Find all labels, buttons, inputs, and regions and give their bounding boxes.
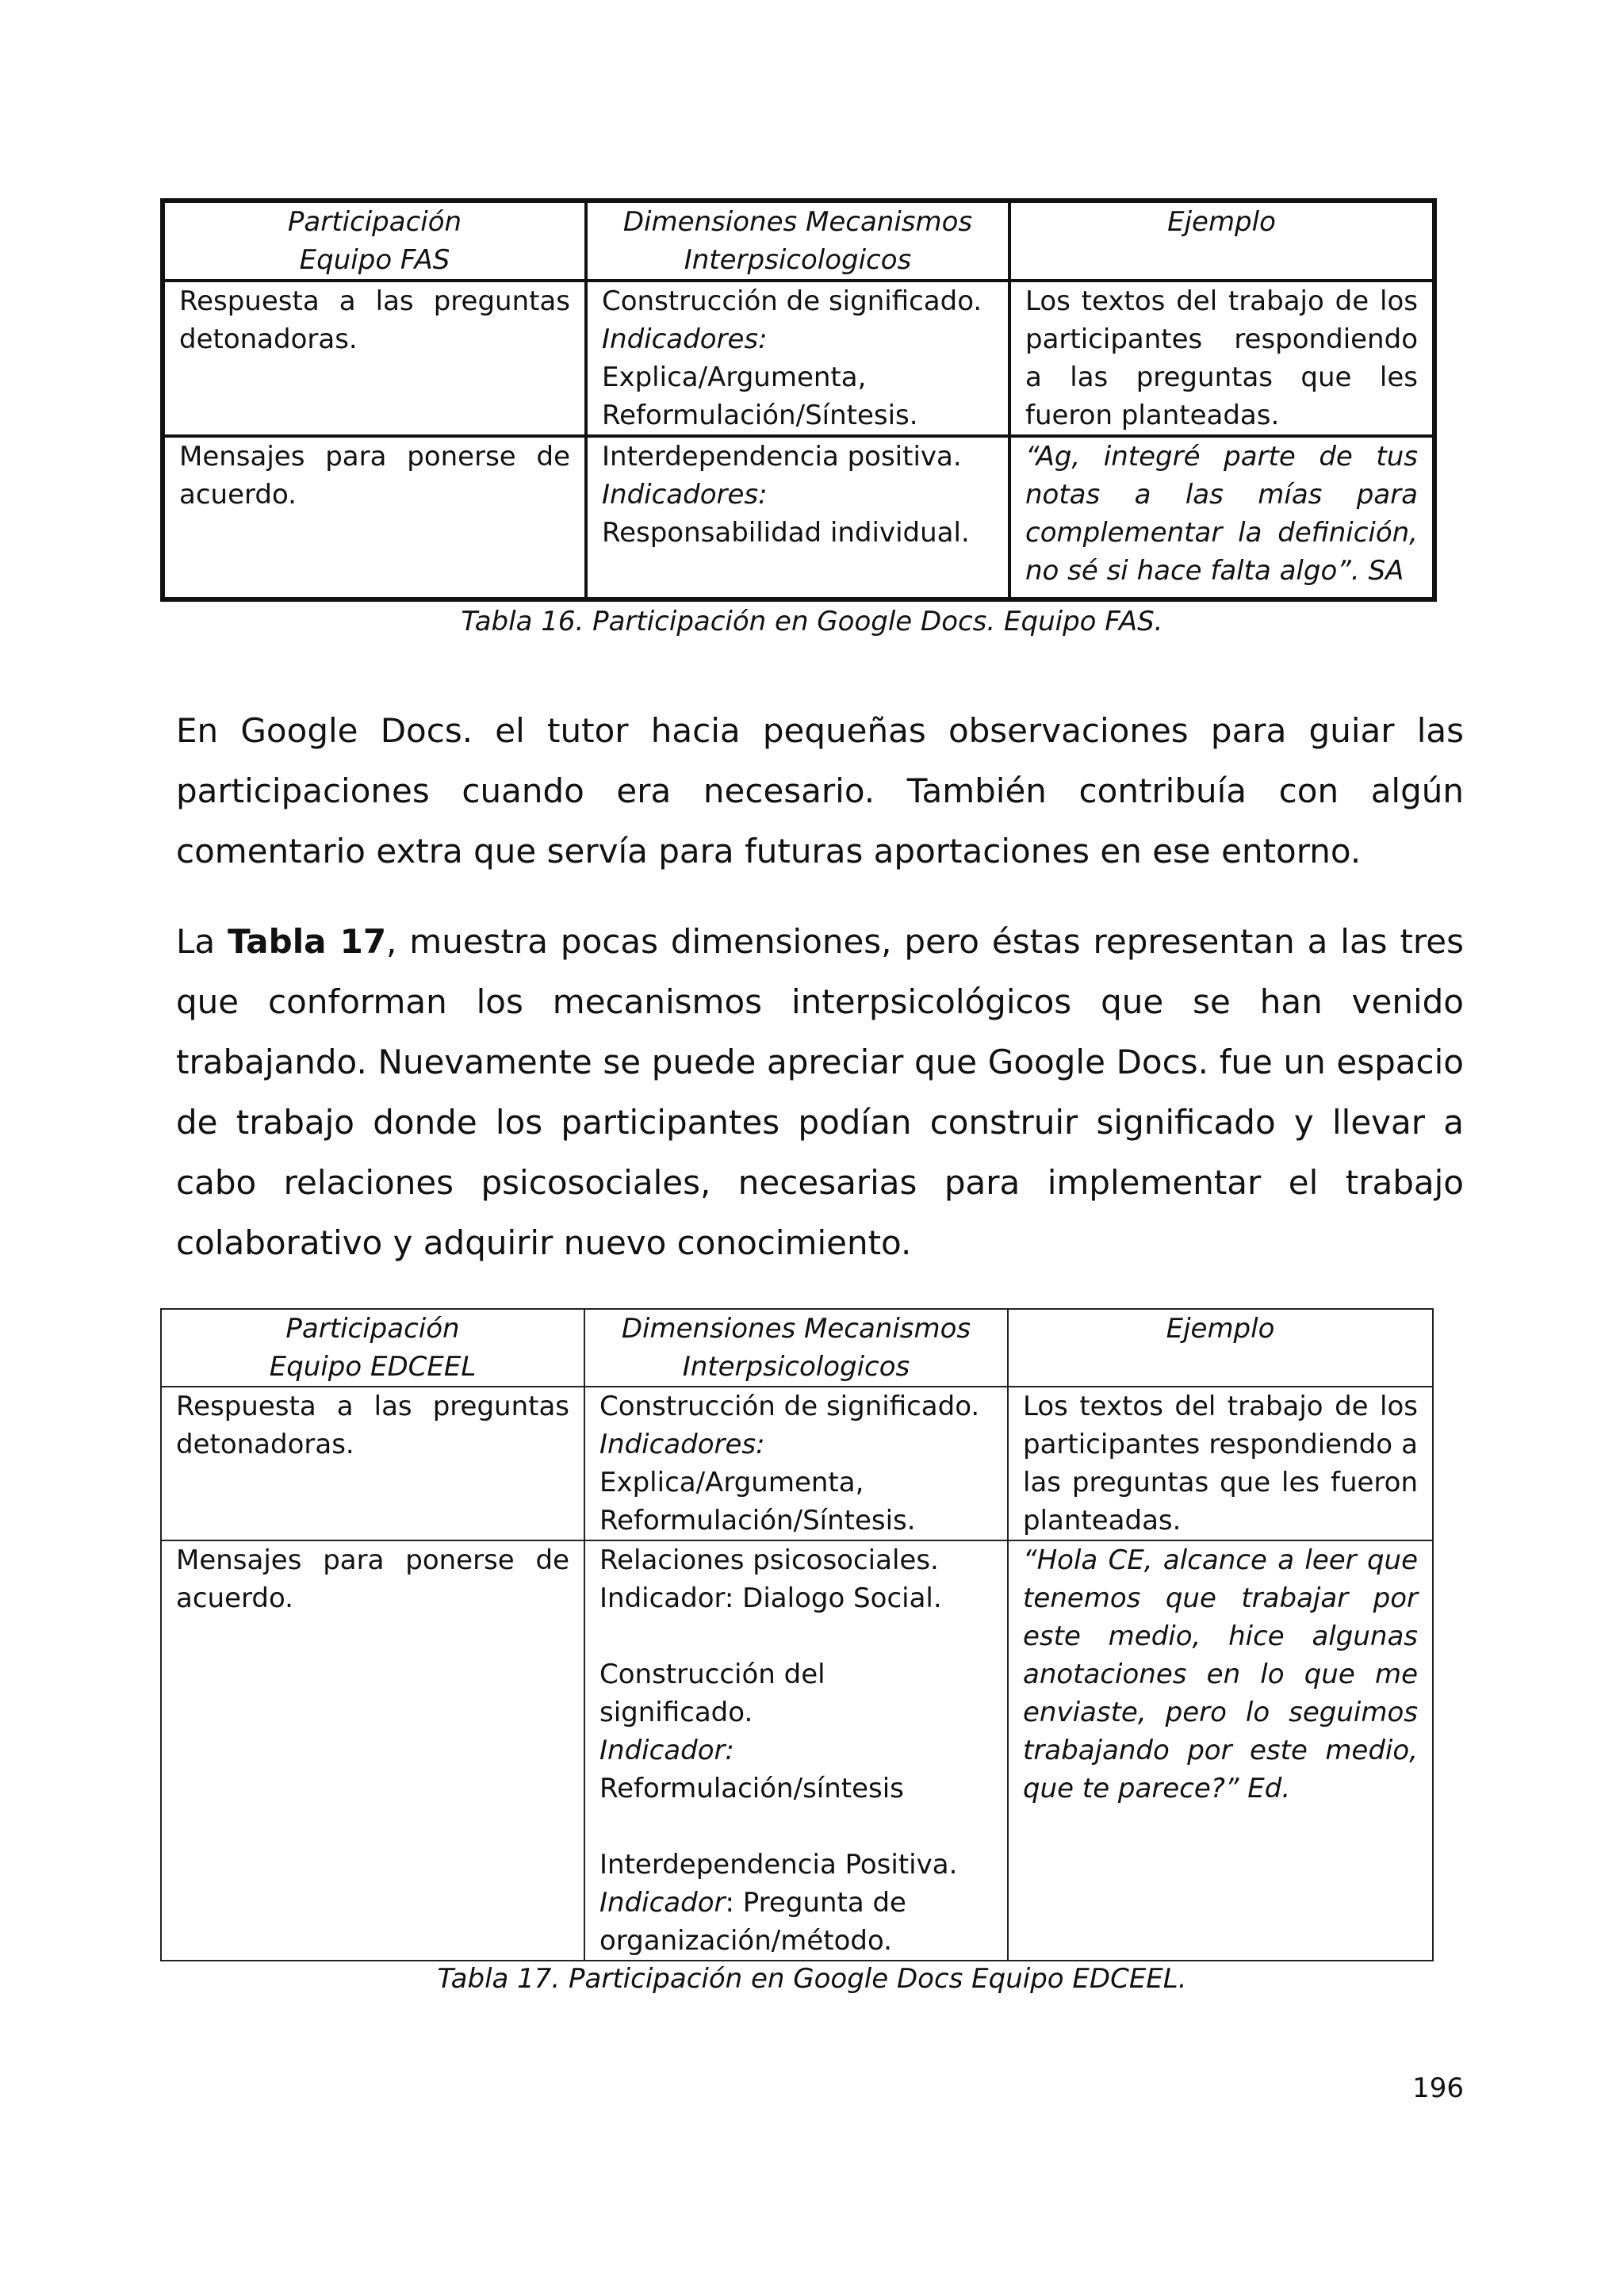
cell-text: Respuesta a las preguntas detonadoras. [176,1391,569,1460]
table-17 [160,1308,1434,1961]
table-row [163,436,1434,599]
spacer [599,1808,993,1846]
header-participation [163,201,586,281]
indicator-text: Indicador: Dialogo Social. [599,1582,942,1614]
indicator-value: Explica/Argumenta, [602,362,867,393]
header-line: Ejemplo [1167,206,1276,238]
indicator-label: Indicadores: [599,1429,765,1460]
header-line: Interpsicologicos [682,1351,910,1383]
paragraph-1: En Google Docs. el tutor hacia pequeñas observaciones para guiar las participaciones cuando era necesario. También contribuía con algún comentario extra que servía para futuras aportaciones en ese entorno. [176,711,1464,871]
indicator-line [599,1884,993,1922]
cell-example [1008,1540,1433,1961]
cell-participation [161,1387,584,1540]
indicator-value: Reformulación/síntesis [599,1773,904,1804]
indicator-label: Indicadores: [602,479,768,511]
cell-example [1009,281,1434,436]
header-example [1009,201,1434,281]
cell-text: Respuesta a las preguntas detonadoras. [179,285,570,355]
table-row [161,1540,1433,1961]
paragraph-text: , muestra pocas dimensiones, pero éstas representan a las tres que conforman los mecanismos interpsicológicos que se han venido trabajando. Nuevamente se puede apreciar que Google Docs. fue un espacio de trabajo donde los participantes podían construir significado y llevar a cabo relaciones psicosociales, necesarias para implementar el trabajo colaborativo y adquirir nuevo conocimiento. [176,922,1464,1262]
cell-text: Los textos del trabajo de los participantes respondiendo a las preguntas que les fueron planteadas. [1025,285,1418,431]
indicator-value: Reformulación/Síntesis. [599,1505,916,1536]
header-dimensions [586,201,1009,281]
spacer [599,1617,993,1655]
dimension-text: Construcción del [599,1659,825,1690]
cell-dimension [586,281,1009,436]
cell-text: Mensajes para ponerse de acuerdo. [179,441,570,511]
dimension-text: significado. [599,1697,753,1728]
cell-text: Los textos del trabajo de los participantes respondiendo a las preguntas que les fueron planteadas. [1023,1391,1418,1536]
cell-dimension [584,1387,1008,1540]
cell-text: Mensajes para ponerse de acuerdo. [176,1544,569,1614]
cell-participation [163,436,586,599]
header-line: Dimensiones Mecanismos [622,206,973,238]
indicator-label: Indicador [599,1887,726,1919]
dimension-text: Relaciones psicosociales. [599,1544,939,1576]
cell-example [1009,436,1434,599]
page-number: 196 [1412,2072,1464,2104]
cell-text: “Hola CE, alcance a leer que tenemos que trabajar por este medio, hice algunas anotaciones en lo que me enviaste, pero lo seguimos trabajando por este medio, que te parece?” Ed. [1023,1544,1418,1804]
table-17-caption: Tabla 17. Participación en Google Docs Equipo EDCEEL. [437,1963,1187,1995]
indicator-label: Indicador: [599,1735,734,1766]
table-row [161,1387,1433,1540]
cell-participation [161,1540,584,1961]
table-16-caption: Tabla 16. Participación en Google Docs. Equipo FAS. [461,606,1163,637]
header-line: Equipo FAS [299,244,450,276]
paragraph-2 [176,912,1464,1273]
paragraph-text: La [176,922,228,961]
table-header-row [161,1309,1433,1387]
cell-text: “Ag, integré parte de tus notas a las mías para complementar la definición, no sé si hace falta algo”. SA [1025,441,1418,587]
header-dimensions [584,1309,1008,1387]
cell-dimension [586,436,1009,599]
header-participation [161,1309,584,1387]
header-line: Interpsicologicos [684,244,912,276]
table-row [163,281,1434,436]
header-line: Participación [285,1313,460,1345]
table-16 [160,198,1437,602]
dimension-text: Interdependencia positiva. [602,441,962,473]
indicator-value: Explica/Argumenta, [599,1467,864,1498]
indicator-value: Responsabilidad individual. [602,517,970,549]
table-17-reference: Tabla 17 [228,922,387,961]
header-line: Dimensiones Mecanismos [621,1313,971,1345]
indicator-value: organización/método. [599,1925,892,1957]
indicator-value: Reformulación/Síntesis. [602,400,918,431]
indicator-value: : Pregunta de [725,1887,906,1919]
header-line: Ejemplo [1166,1313,1275,1345]
header-example [1008,1309,1433,1387]
dimension-text: Construcción de significado. [602,285,982,317]
dimension-text: Interdependencia Positiva. [599,1849,958,1881]
cell-example [1008,1387,1433,1540]
indicator-label: Indicadores: [602,323,768,355]
header-line: Participación [287,206,462,238]
table-header-row [163,201,1434,281]
cell-participation [163,281,586,436]
header-line: Equipo EDCEEL [269,1351,477,1383]
dimension-text: Construcción de significado. [599,1391,980,1422]
cell-dimension [584,1540,1008,1961]
